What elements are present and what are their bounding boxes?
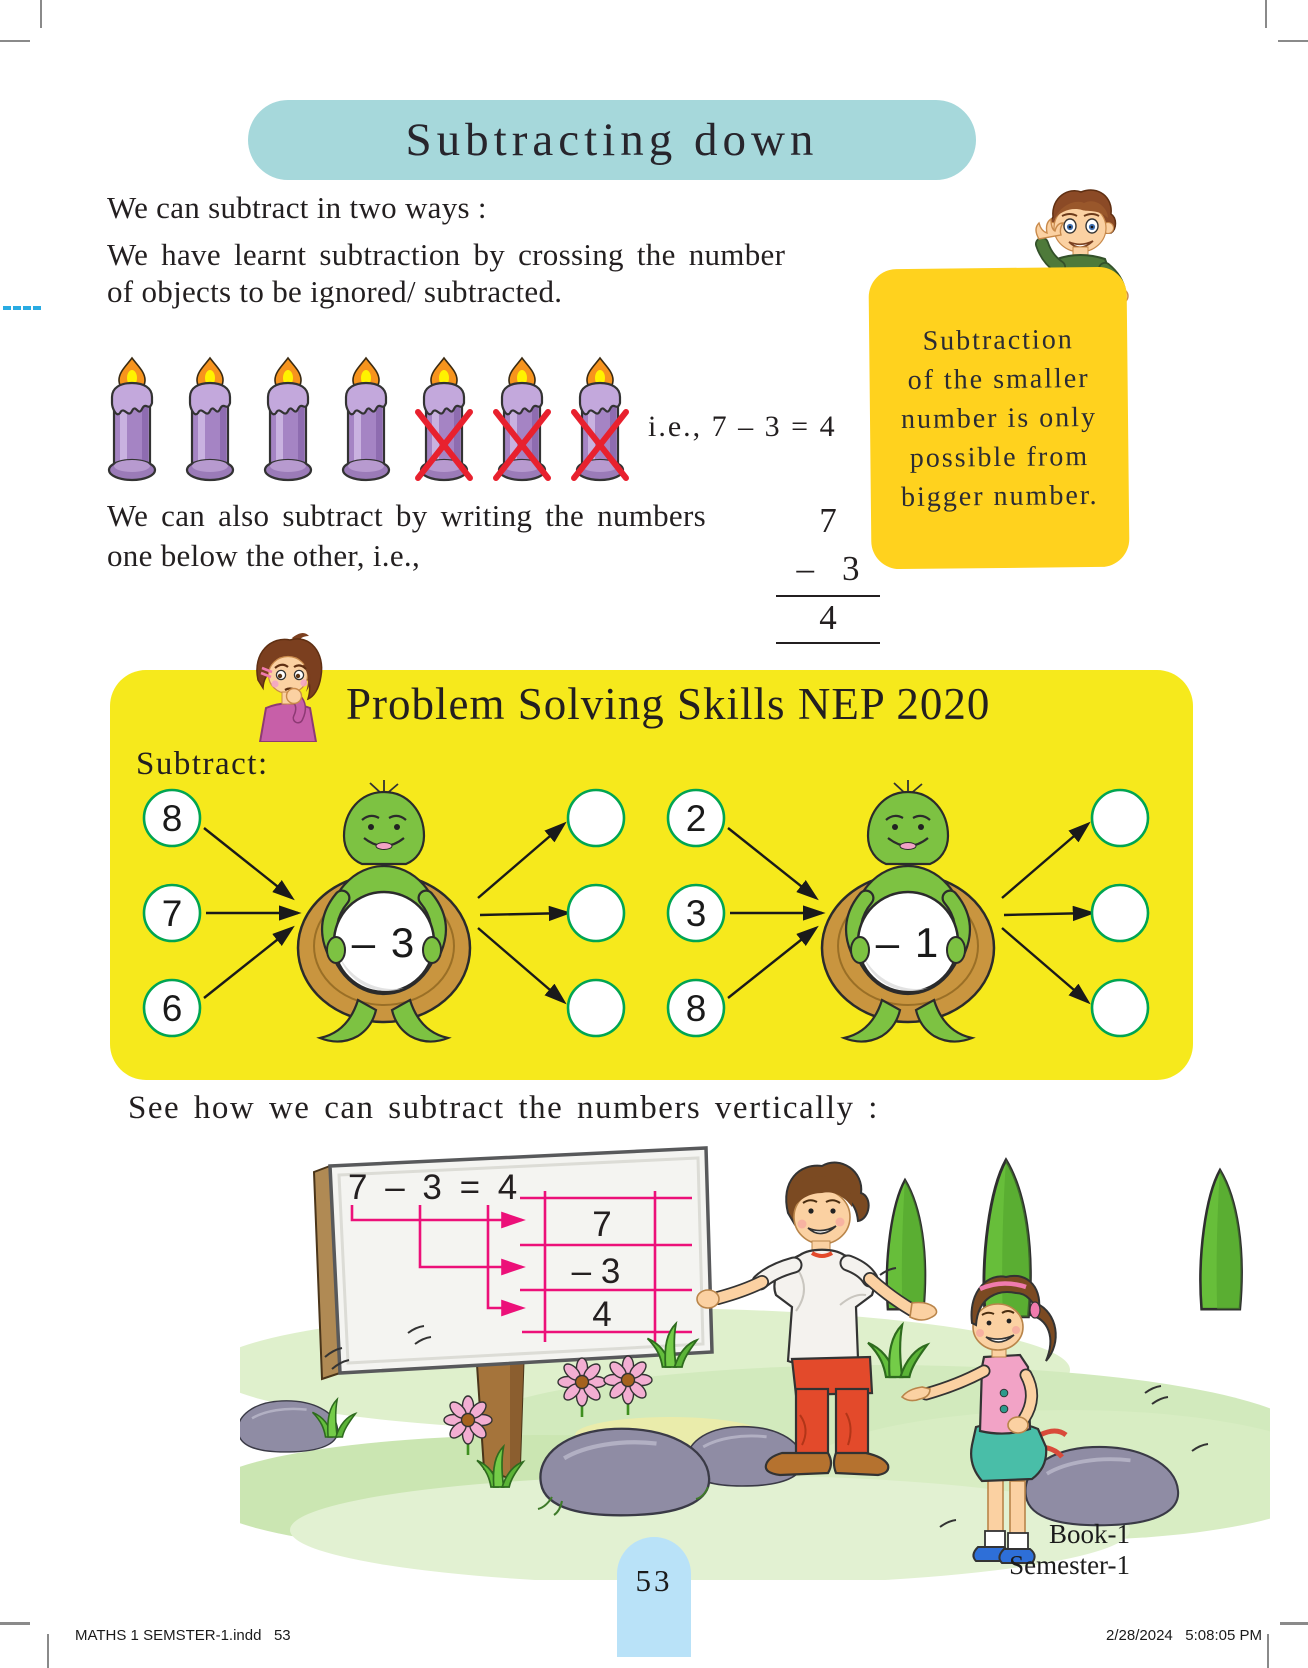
intro-line: We have learnt subtraction by crossing the number [107, 237, 786, 272]
candle-icon [343, 358, 389, 480]
crop-mark [1267, 1634, 1269, 1668]
crop-mark [1265, 0, 1267, 28]
candle-icon [187, 358, 233, 480]
answer-circle [568, 790, 624, 846]
flower-icon [604, 1356, 652, 1404]
crop-mark [0, 40, 30, 42]
note-line: of the smaller [907, 362, 1090, 396]
sum-line [776, 642, 880, 644]
crop-mark [1278, 40, 1308, 42]
activity-title: Problem Solving Skills NEP 2020 [346, 679, 991, 729]
chapter-title-band [248, 100, 976, 180]
answer-circle [568, 885, 624, 941]
candle-equation: i.e., 7 – 3 = 4 [648, 410, 837, 443]
book-label: Book-1 Semester-1 [1009, 1519, 1130, 1580]
crop-mark [1280, 1622, 1308, 1625]
crop-mark [47, 1634, 49, 1668]
note-line: number is only [900, 401, 1098, 435]
minuend: 7 [819, 501, 837, 540]
vertical-subtraction [776, 498, 880, 644]
subtract-label: Subtract: [136, 746, 269, 782]
tree-icon [1200, 1170, 1241, 1309]
intro-line: We can subtract in two ways : [107, 190, 487, 225]
input-number: 8 [161, 798, 183, 839]
subtrahend: 3 [842, 549, 860, 588]
rock-icon [540, 1429, 709, 1516]
candle-icon [265, 358, 311, 480]
turtle-subtraction-diagram-2 [652, 772, 1162, 1052]
also-line: We can also subtract by writing the numbers [107, 498, 706, 533]
signboard-scene-illustration [240, 1135, 1270, 1580]
board-row: 7 [592, 1205, 612, 1244]
crop-mark [0, 1622, 30, 1625]
board-equation: 7 – 3 = 4 [348, 1168, 522, 1207]
rock-icon [1025, 1447, 1178, 1525]
print-file-info: MATHS 1 SEMSTER-1.indd 53 [75, 1627, 291, 1644]
board-row: 4 [592, 1295, 612, 1334]
candle-icon [109, 358, 155, 480]
note-callout [868, 267, 1129, 570]
input-number: 2 [685, 798, 707, 839]
candles-illustration [100, 356, 648, 484]
minus-sign: – [796, 549, 814, 588]
turtle-icon [298, 780, 470, 1042]
flower-icon [558, 1358, 606, 1406]
board-row: – 3 [571, 1252, 621, 1291]
input-number: 3 [685, 893, 707, 934]
intro-line: of objects to be ignored/ subtracted. [107, 274, 563, 309]
turtle-subtraction-diagram-1 [128, 772, 638, 1052]
input-number: 7 [161, 893, 183, 934]
answer-circle [1092, 980, 1148, 1036]
crop-mark [40, 0, 42, 28]
girl-thinking-icon [238, 626, 336, 742]
see-how-line: See how we can subtract the numbers vertically : [128, 1090, 879, 1126]
note-line: bigger number. [900, 479, 1099, 513]
note-line: possible from [909, 440, 1090, 474]
answer-circle [1092, 885, 1148, 941]
note-line: Subtraction [922, 323, 1074, 357]
operation-label: – 1 [875, 919, 941, 966]
input-number: 6 [161, 988, 183, 1029]
answer-circle [1092, 790, 1148, 846]
operation-label: – 3 [351, 919, 417, 966]
answer-circle [568, 980, 624, 1036]
margin-dash-mark [3, 306, 41, 310]
page-number-tab [617, 1537, 691, 1657]
print-timestamp: 2/28/2024 5:08:05 PM [1106, 1627, 1262, 1644]
difference: 4 [819, 598, 837, 637]
input-number: 8 [685, 988, 707, 1029]
turtle-icon [822, 780, 994, 1042]
page-number: 53 [635, 1563, 673, 1598]
flower-icon [444, 1396, 492, 1444]
page-title: Subtracting down [405, 114, 819, 166]
also-line: one below the other, i.e., [107, 538, 421, 573]
